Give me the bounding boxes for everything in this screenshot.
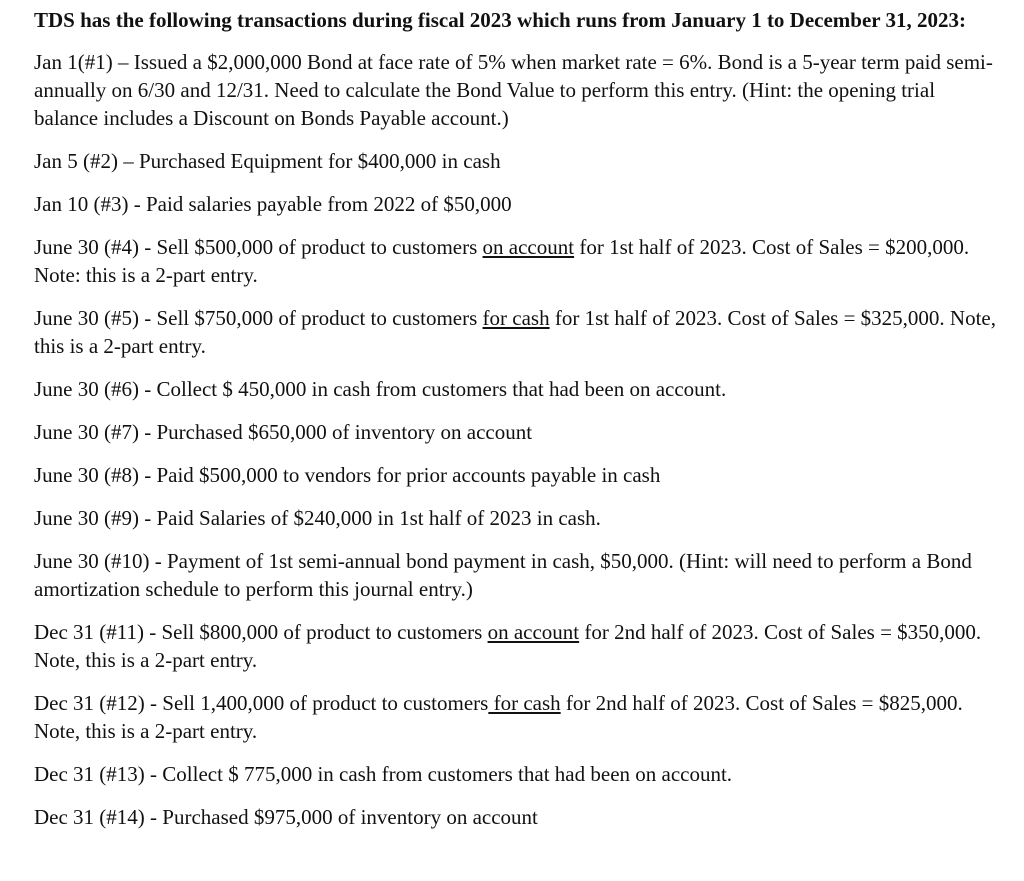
transaction-8: June 30 (#8) - Paid $500,000 to vendors for prior accounts payable in cash [34, 463, 661, 487]
transaction-text: for 2nd half of 2023. Cost of Sales = $825,000. Note, this is a 2-part entry. [34, 691, 963, 743]
transaction-10: June 30 (#10) - Payment of 1st semi-annual bond payment in cash, $50,000. (Hint: will need to perform a Bond amortization schedule to perform this journal entry.) [34, 549, 972, 601]
transaction-1: Jan 1(#1) – Issued a $2,000,000 Bond at face rate of 5% when market rate = 6%. Bond is a 5-year term paid semi-annually on 6/30 and 12/31. Need to calculate the Bond Value to perform this entry. (Hint: the opening trial balance includes a Discount on Bonds Payable account.) [34, 50, 993, 130]
transaction-11 [34, 618, 996, 674]
transaction-9: June 30 (#9) - Paid Salaries of $240,000 in 1st half of 2023 in cash. [34, 506, 601, 530]
underlined-term: for cash [482, 306, 550, 330]
transaction-12 [34, 689, 996, 745]
underlined-term: on account [482, 235, 575, 259]
transaction-text: June 30 (#5) - Sell $750,000 of product to customers [34, 306, 483, 330]
transaction-7: June 30 (#7) - Purchased $650,000 of inventory on account [34, 420, 533, 444]
transaction-text: Dec 31 (#11) - Sell $800,000 of product to customers [34, 620, 488, 644]
transaction-text: for 1st half of 2023. Cost of Sales = $325,000. Note, this is a 2-part entry. [34, 306, 996, 358]
transaction-13: Dec 31 (#13) - Collect $ 775,000 in cash from customers that had been on account. [34, 762, 733, 786]
transaction-3: Jan 10 (#3) - Paid salaries payable from 2022 of $50,000 [34, 192, 512, 216]
transaction-14: Dec 31 (#14) - Purchased $975,000 of inventory on account [34, 805, 538, 829]
transaction-6: June 30 (#6) - Collect $ 450,000 in cash from customers that had been on account. [34, 377, 727, 401]
underlined-term: on account [487, 620, 580, 644]
document [34, 6, 996, 846]
transaction-4 [34, 233, 996, 289]
underlined-term: for cash [488, 691, 561, 715]
transaction-text: Dec 31 (#12) - Sell 1,400,000 of product to customers [34, 691, 489, 715]
transaction-text: for 2nd half of 2023. Cost of Sales = $350,000. Note, this is a 2-part entry. [34, 620, 982, 672]
transaction-5 [34, 304, 996, 360]
transaction-text: June 30 (#4) - Sell $500,000 of product to customers [34, 235, 483, 259]
transaction-2: Jan 5 (#2) – Purchased Equipment for $400,000 in cash [34, 149, 501, 173]
document-heading: TDS has the following transactions during fiscal 2023 which runs from January 1 to December 31, 2023: [34, 8, 966, 32]
transaction-text: for 1st half of 2023. Cost of Sales = $200,000. Note: this is a 2-part entry. [34, 235, 970, 287]
